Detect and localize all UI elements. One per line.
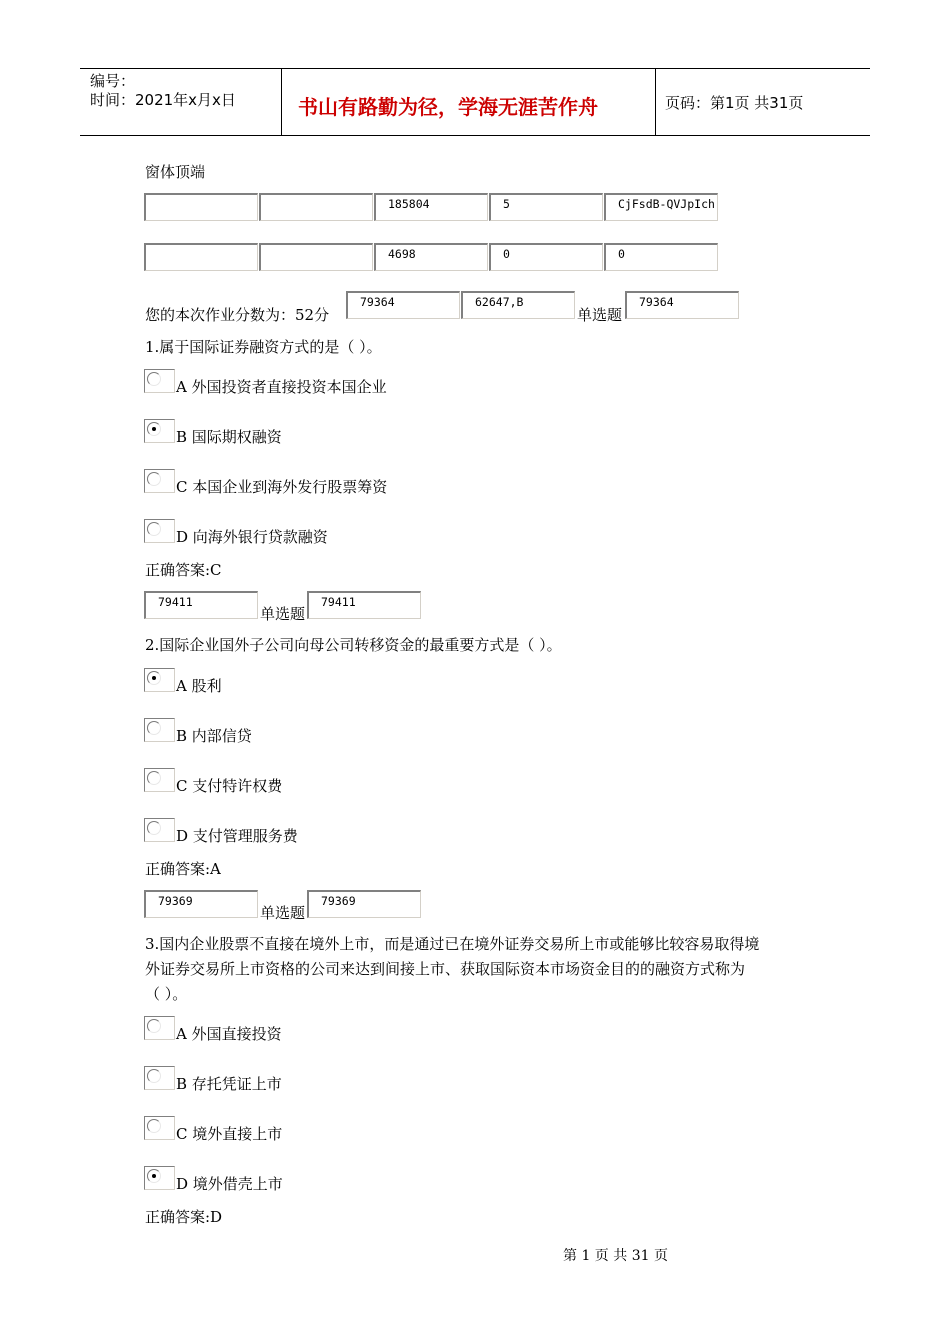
radio-selected-dot-icon bbox=[152, 676, 156, 680]
option-label: D 支付管理服务费 bbox=[176, 827, 298, 845]
page-footer: 第 1 页 共 31 页 bbox=[563, 1248, 668, 1264]
question-id-field[interactable]: 79411 bbox=[144, 591, 258, 619]
option-label: C 支付特许权费 bbox=[176, 777, 283, 795]
radio-option[interactable] bbox=[144, 519, 175, 543]
radio-option[interactable] bbox=[144, 369, 175, 393]
radio-selected-dot-icon bbox=[152, 427, 156, 431]
header-divider bbox=[281, 69, 282, 135]
question-type-label: 单选题 bbox=[260, 904, 306, 922]
radio-circle-icon bbox=[147, 1069, 161, 1083]
radio-option[interactable] bbox=[144, 1066, 175, 1090]
option-label: A 外国投资者直接投资本国企业 bbox=[176, 378, 387, 396]
text-field[interactable] bbox=[259, 193, 373, 221]
question-stem: （ ）。 bbox=[145, 985, 188, 1003]
radio-circle-icon bbox=[147, 821, 161, 835]
question-id-field[interactable]: 79369 bbox=[144, 890, 258, 918]
option-label: A 股利 bbox=[176, 677, 222, 695]
question-stem: 外证券交易所上市资格的公司来达到间接上市、获取国际资本市场资金目的的融资方式称为 bbox=[145, 960, 746, 978]
question-type-label: 单选题 bbox=[260, 605, 306, 623]
radio-option[interactable] bbox=[144, 469, 175, 493]
radio-circle-icon bbox=[147, 771, 161, 785]
text-field[interactable]: 4698 bbox=[374, 243, 488, 271]
question-stem: 1.属于国际证券融资方式的是（ ）。 bbox=[145, 338, 382, 356]
form-top-label: 窗体顶端 bbox=[145, 163, 206, 181]
radio-circle-icon bbox=[147, 721, 161, 735]
score-field[interactable]: 79364 bbox=[625, 291, 739, 319]
correct-answer: 正确答案:C bbox=[145, 561, 222, 579]
option-label: C 境外直接上市 bbox=[176, 1125, 283, 1143]
option-label: C 本国企业到海外发行股票筹资 bbox=[176, 478, 388, 496]
text-field[interactable]: 0 bbox=[604, 243, 718, 271]
radio-selected-dot-icon bbox=[152, 1174, 156, 1178]
score-field[interactable]: 62647,B bbox=[461, 291, 575, 319]
radio-circle-icon bbox=[147, 1119, 161, 1133]
header-bottom-rule bbox=[80, 135, 870, 136]
radio-circle-icon bbox=[147, 1169, 161, 1183]
question-id-field[interactable]: 79411 bbox=[307, 591, 421, 619]
text-field[interactable] bbox=[259, 243, 373, 271]
radio-circle-icon bbox=[147, 422, 161, 436]
radio-option[interactable] bbox=[144, 768, 175, 792]
radio-option[interactable] bbox=[144, 419, 175, 443]
header-page-label: 页码：第1页 共31页 bbox=[665, 94, 804, 112]
option-label: B 存托凭证上市 bbox=[176, 1075, 282, 1093]
radio-circle-icon bbox=[147, 472, 161, 486]
radio-option[interactable] bbox=[144, 1166, 175, 1190]
radio-option[interactable] bbox=[144, 718, 175, 742]
question-id-field[interactable]: 79369 bbox=[307, 890, 421, 918]
radio-option[interactable] bbox=[144, 1016, 175, 1040]
text-field[interactable]: CjFsdB-QVJpIch bbox=[604, 193, 718, 221]
radio-circle-icon bbox=[147, 1019, 161, 1033]
header-top-rule bbox=[80, 68, 870, 69]
text-field[interactable] bbox=[144, 193, 258, 221]
radio-circle-icon bbox=[147, 671, 161, 685]
header-time-label: 时间：2021年x月x日 bbox=[90, 91, 236, 109]
text-field[interactable]: 0 bbox=[489, 243, 603, 271]
radio-option[interactable] bbox=[144, 1116, 175, 1140]
text-field[interactable] bbox=[144, 243, 258, 271]
question-type-label: 单选题 bbox=[577, 306, 623, 324]
correct-answer: 正确答案:D bbox=[145, 1208, 223, 1226]
radio-option[interactable] bbox=[144, 668, 175, 692]
option-label: B 国际期权融资 bbox=[176, 428, 282, 446]
header-divider bbox=[655, 69, 656, 135]
text-field[interactable]: 185804 bbox=[374, 193, 488, 221]
radio-option[interactable] bbox=[144, 818, 175, 842]
question-stem: 3.国内企业股票不直接在境外上市，而是通过已在境外证券交易所上市或能够比较容易取得境 bbox=[145, 935, 760, 953]
score-label: 您的本次作业分数为：52分 bbox=[145, 306, 330, 324]
score-field[interactable]: 79364 bbox=[346, 291, 460, 319]
correct-answer: 正确答案:A bbox=[145, 860, 221, 878]
radio-circle-icon bbox=[147, 372, 161, 386]
option-label: B 内部信贷 bbox=[176, 727, 252, 745]
option-label: A 外国直接投资 bbox=[176, 1025, 282, 1043]
header-motto: 书山有路勤为径，学海无涯苦作舟 bbox=[298, 95, 598, 119]
radio-circle-icon bbox=[147, 522, 161, 536]
option-label: D 境外借壳上市 bbox=[176, 1175, 283, 1193]
question-stem: 2.国际企业国外子公司向母公司转移资金的最重要方式是（ ）。 bbox=[145, 636, 562, 654]
header-number-label: 编号： bbox=[90, 72, 136, 90]
option-label: D 向海外银行贷款融资 bbox=[176, 528, 328, 546]
text-field[interactable]: 5 bbox=[489, 193, 603, 221]
